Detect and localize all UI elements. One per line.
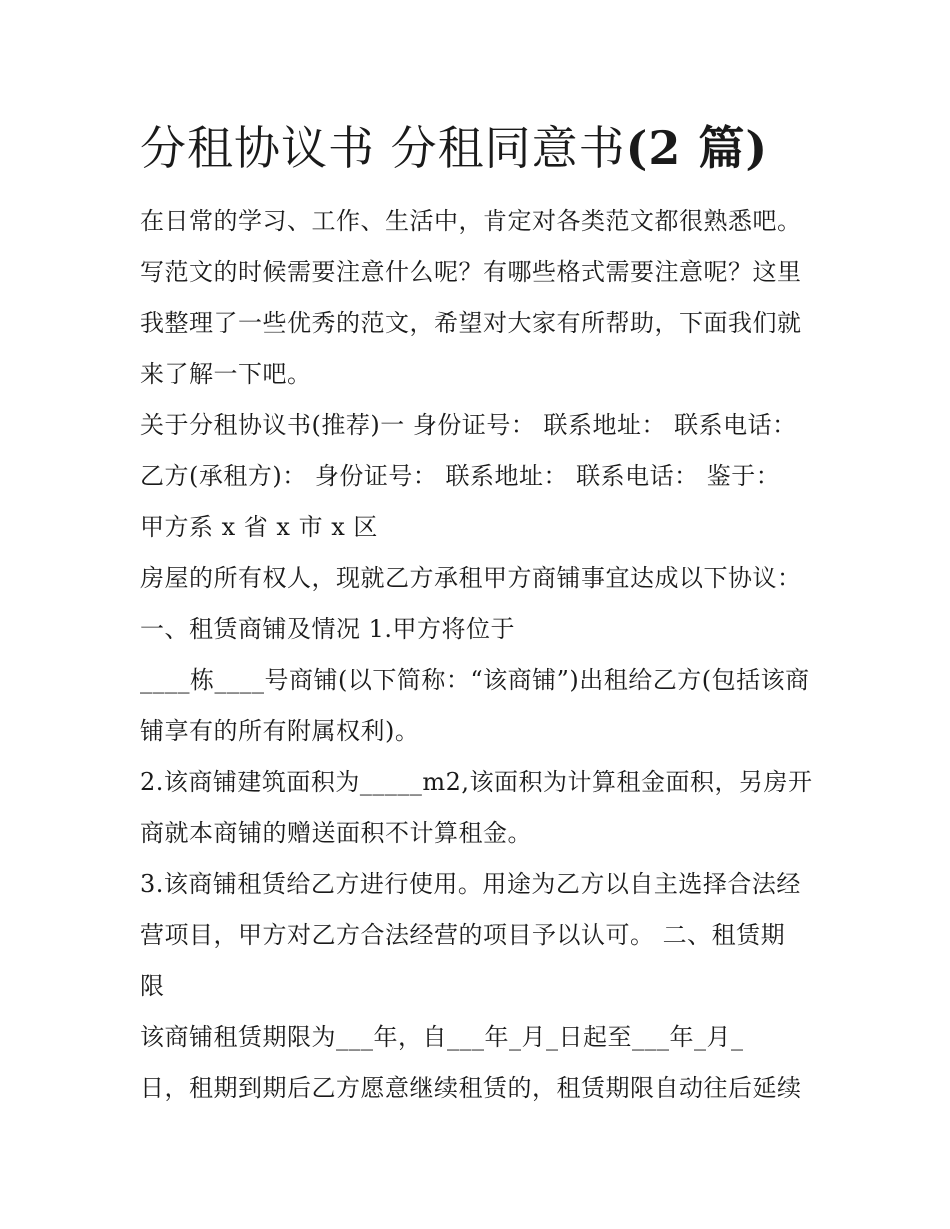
paragraph-line: 2.该商铺建筑面积为_____m2,该面积为计算租金面积，另房开: [140, 768, 813, 796]
title-main: 分租协议书 分租同意书: [140, 121, 626, 175]
title-suffix: (2 篇): [625, 121, 769, 175]
paragraph-line: 关于分租协议书(推荐)一 身份证号： 联系地址： 联系电话：: [140, 411, 797, 439]
paragraph-line: 商就本商铺的赠送面积不计算租金。: [140, 819, 532, 847]
paragraph-line: 写范文的时候需要注意什么呢？有哪些格式需要注意呢？这里: [140, 258, 802, 286]
paragraph-line: 房屋的所有权人，现就乙方承租甲方商铺事宜达成以下协议：: [140, 564, 802, 592]
document-title: [140, 118, 860, 178]
paragraph-line: 日，租期到期后乙方愿意继续租赁的，租赁期限自动往后延续: [140, 1074, 802, 1102]
document-body: [140, 196, 820, 1114]
paragraph-line: 来了解一下吧。: [140, 360, 312, 388]
paragraph-line: 营项目，甲方对乙方合法经营的项目予以认可。 二、租赁期: [140, 921, 786, 949]
paragraph-line: 一、租赁商铺及情况 1.甲方将位于: [140, 615, 516, 643]
paragraph-line: 在日常的学习、工作、生活中，肯定对各类范文都很熟悉吧。: [140, 207, 802, 235]
paragraph-line: 该商铺租赁期限为___年，自___年_月_日起至___年_月_: [140, 1023, 744, 1051]
paragraph-line: ____栋____号商铺(以下简称：“该商铺”)出租给乙方(包括该商: [140, 666, 810, 694]
paragraph-line: 铺享有的所有附属权利)。: [140, 717, 420, 745]
paragraph-line: 甲方系 x 省 x 市 x 区: [140, 513, 378, 541]
paragraph-line: 3.该商铺租赁给乙方进行使用。用途为乙方以自主选择合法经: [140, 870, 801, 898]
paragraph-line: 乙方(承租方)： 身份证号： 联系地址： 联系电话： 鉴于：: [140, 462, 781, 490]
paragraph-line: 我整理了一些优秀的范文，希望对大家有所帮助，下面我们就: [140, 309, 802, 337]
paragraph-line: 限: [140, 972, 165, 1000]
